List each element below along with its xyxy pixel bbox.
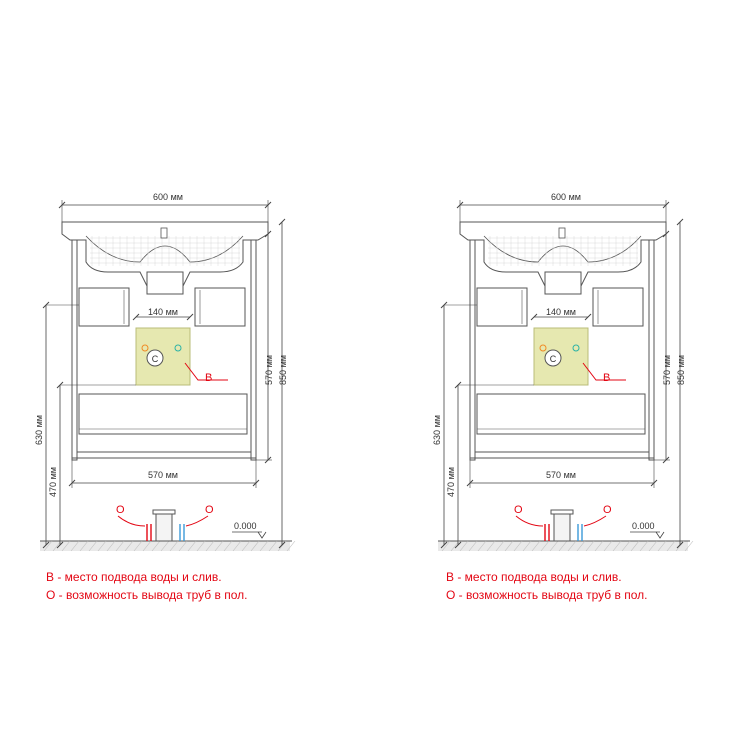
bottom-drawer <box>477 394 645 434</box>
floor-drain-pipe <box>554 513 570 541</box>
dim-height-570: 570 мм <box>662 355 672 385</box>
floor-level-label: 0.000 <box>234 521 257 531</box>
floor-drain-cap <box>551 510 573 514</box>
floor-drain-cap <box>153 510 175 514</box>
dim-height-630: 630 мм <box>34 415 44 445</box>
dim-height-470: 470 мм <box>48 467 58 497</box>
siphon <box>147 272 183 294</box>
drawer-left <box>477 288 527 326</box>
drawer-left <box>79 288 129 326</box>
drawer-right <box>593 288 643 326</box>
dim-height-850: 850 мм <box>278 355 288 385</box>
cabinet-left-side <box>470 240 475 460</box>
floor-level-arrow <box>656 532 664 538</box>
faucet-hole <box>161 228 167 238</box>
drawing-geometry <box>40 200 295 551</box>
legend-right <box>446 568 647 604</box>
cabinet-left-side <box>72 240 77 460</box>
legend-line-b: B - место подвода воды и слив. <box>446 570 622 584</box>
dim-height-850: 850 мм <box>676 355 686 385</box>
outlet-marker-right: O <box>205 504 214 516</box>
siphon <box>545 272 581 294</box>
floor-level-label: 0.000 <box>632 521 655 531</box>
legend-line-o: O - возможность вывода труб в пол. <box>46 588 248 602</box>
legend-line-b: B - место подвода воды и слив. <box>46 570 222 584</box>
outlet-leader-right <box>584 516 606 526</box>
dim-inner-width: 140 мм <box>546 307 576 317</box>
vanity-drawing-left <box>0 0 370 560</box>
drawer-right <box>195 288 245 326</box>
dim-height-470: 470 мм <box>446 467 456 497</box>
zone-marker-b: B <box>603 372 611 384</box>
floor-drain-pipe <box>156 513 172 541</box>
zone-marker-b: B <box>205 372 213 384</box>
drawing-geometry <box>438 200 693 551</box>
dim-bottom-width: 570 мм <box>148 470 178 480</box>
dim-height-630: 630 мм <box>432 415 442 445</box>
cabinet-right-side <box>649 240 654 460</box>
dim-height-570: 570 мм <box>264 355 274 385</box>
legend-left <box>46 568 247 604</box>
legend-line-o: O - возможность вывода труб в пол. <box>446 588 648 602</box>
outlet-leader-left <box>118 516 145 526</box>
floor-level-arrow <box>258 532 266 538</box>
outlet-marker-left: O <box>514 504 523 516</box>
bottom-drawer <box>79 394 247 434</box>
outlet-leader-right <box>186 516 208 526</box>
dim-top-width: 600 мм <box>153 192 183 202</box>
outlet-marker-right: O <box>603 504 612 516</box>
outlet-leader-left <box>516 516 543 526</box>
drain-center-symbol: C <box>549 354 557 364</box>
cabinet-right-side <box>251 240 256 460</box>
dim-inner-width: 140 мм <box>148 307 178 317</box>
faucet-hole <box>559 228 565 238</box>
outlet-marker-left: O <box>116 504 125 516</box>
dim-bottom-width: 570 мм <box>546 470 576 480</box>
dim-top-width: 600 мм <box>551 192 581 202</box>
drain-center-symbol: C <box>151 354 159 364</box>
vanity-drawing-right <box>398 0 740 560</box>
